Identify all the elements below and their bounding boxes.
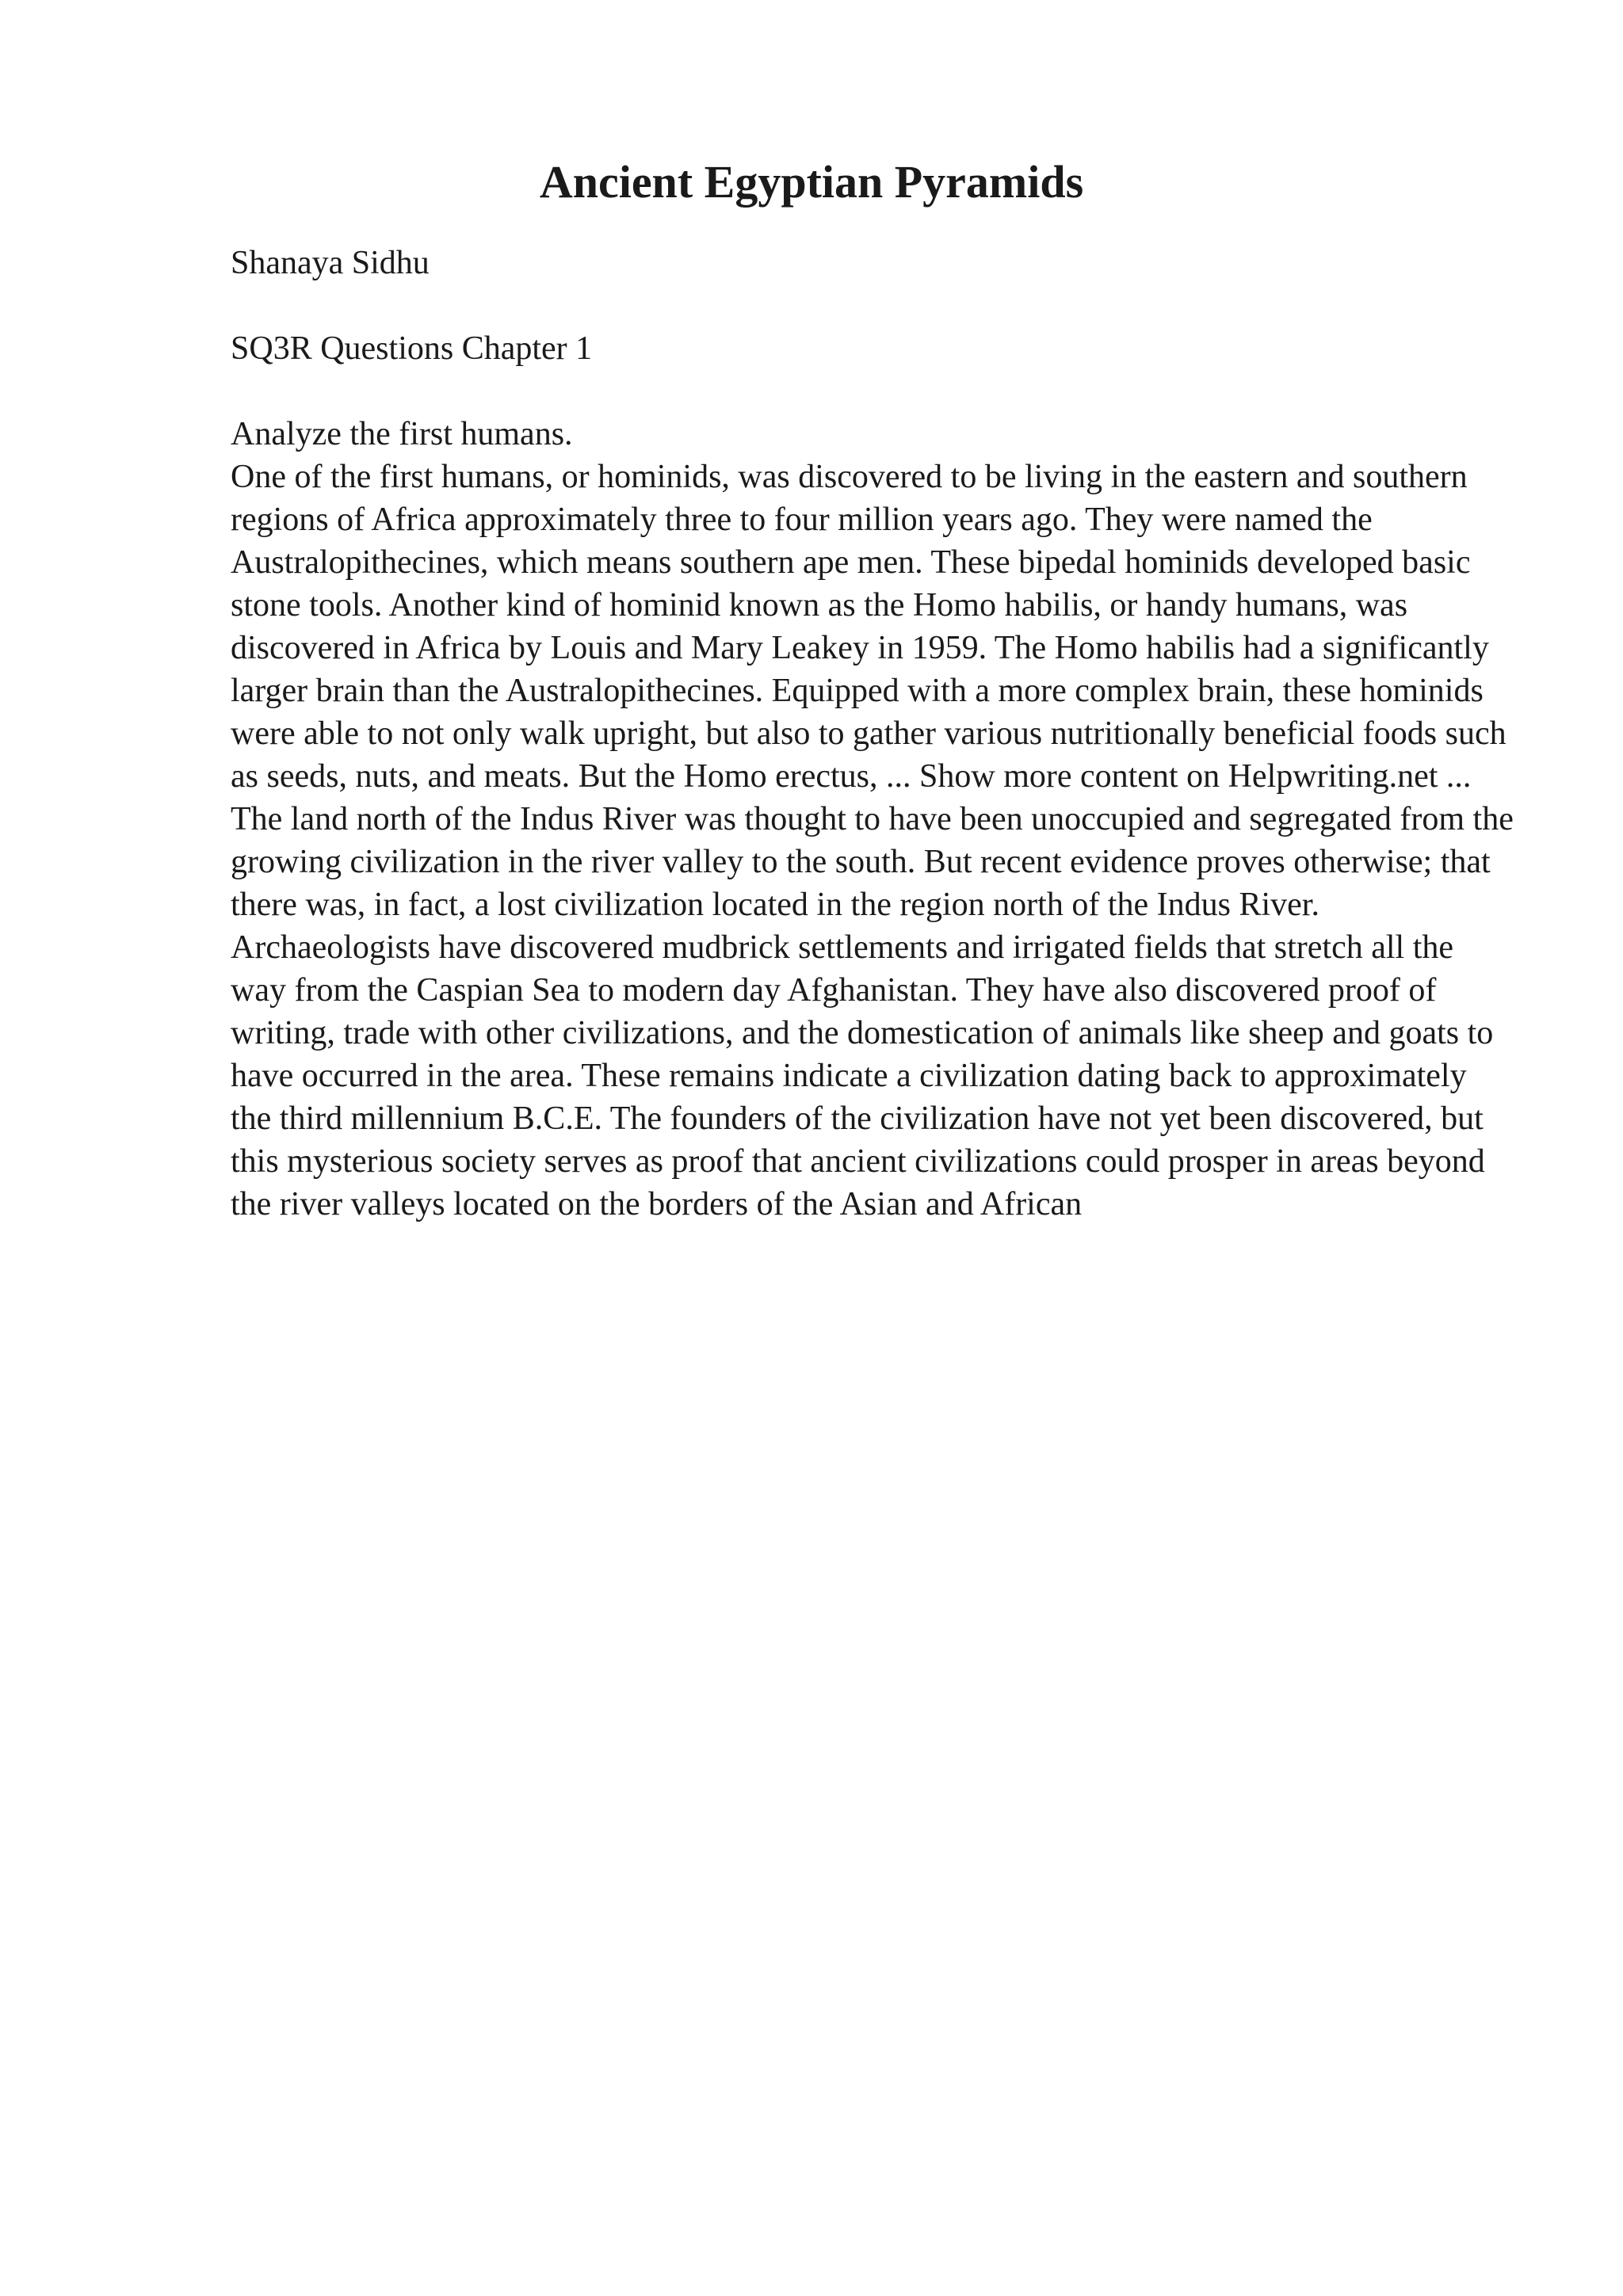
document-title: Ancient Egyptian Pyramids — [539, 156, 1084, 208]
question-heading: Analyze the first humans. — [231, 416, 573, 452]
author-name: Shanaya Sidhu — [231, 245, 430, 281]
paragraph-first-humans: One of the first humans, or hominids, was discovered to be living in the eastern and southern regions of Africa approximately three to four million years ago. They were named the Australopithecines, which means southern ape men. These bipedal hominids developed basic stone tools. Another kind of hominid known as the Homo habilis, or handy humans, was discovered in Africa by Louis and Mary Leakey in 1959. The Homo habilis had a significantly larger brain than the Australopithecines. Equipped with a more complex brain, these hominids were able to not only walk upright, but also to gather various nutritionally beneficial foods such as seeds, nuts, and meats. But the Homo erectus, ... Show more content on Helpwriting.net ... — [231, 459, 1507, 795]
course-line: SQ3R Questions Chapter 1 — [231, 330, 593, 367]
document-body — [231, 242, 1514, 1226]
paragraph-indus-river: The land north of the Indus River was thought to have been unoccupied and segregated from the growing civilization in the river valley to the south. But recent evidence proves otherwise; that there was, in fact, a lost civilization located in the region north of the Indus River. Archaeologists have discovered mudbrick settlements and irrigated fields that stretch all the way from the Caspian Sea to modern day Afghanistan. They have also discovered proof of writing, trade with other civilizations, and the domestication of animals like sheep and goats to have occurred in the area. These remains indicate a civilization dating back to approximately the third millennium B.C.E. The founders of the civilization have not yet been discovered, but this mysterious society serves as proof that ancient civilizations could prosper in areas beyond the river valleys located on the borders of the Asian and African — [231, 801, 1514, 1222]
